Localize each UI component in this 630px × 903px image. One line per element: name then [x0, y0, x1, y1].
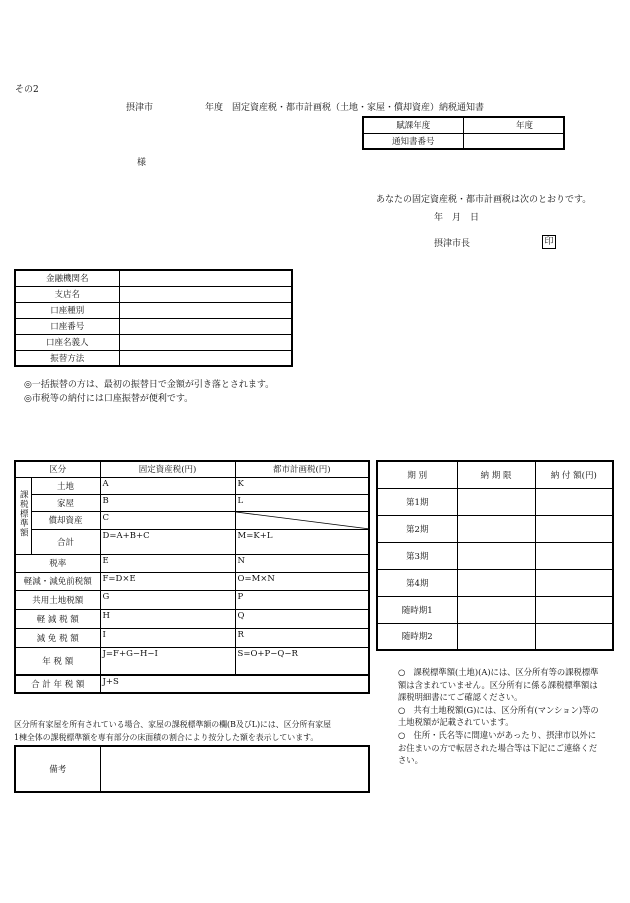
city-name: 摂津市 — [126, 103, 154, 113]
cell-reduction-fixed: H — [100, 609, 235, 628]
installment-amount — [535, 596, 613, 623]
bank-row-label: 支店名 — [15, 286, 119, 302]
bank-row-label: 口座種別 — [15, 302, 119, 318]
condo-note-line: 区分所有家屋を所有されている場合、家屋の課税標準額の欄(B及びL)には、区分所有家屋 — [14, 720, 332, 729]
note-line: 土地税額が記載されています。 — [398, 717, 514, 728]
installment-deadline — [457, 542, 535, 569]
assessment-year-value: 年度 — [463, 117, 564, 133]
intro-text: あなたの固定資産税・都市計画税は次のとおりです。 — [376, 195, 592, 205]
installment-deadline — [457, 623, 535, 650]
installment-period: 随時期2 — [377, 623, 457, 650]
installment-period: 第2期 — [377, 515, 457, 542]
bank-row-label: 口座名義人 — [15, 334, 119, 350]
cell-depreciable-fixed: C — [100, 511, 235, 529]
assessment-year-box — [362, 116, 565, 150]
cell-house-city: L — [235, 494, 369, 511]
cell-shared-fixed: G — [100, 590, 235, 609]
condo-note-line: 1棟全体の課税標準額を専有部分の床面積の割合により按分した額を表示しています。 — [14, 732, 319, 742]
row-shared-land-tax: 共用土地税額 — [15, 590, 100, 609]
remarks-table — [14, 745, 370, 793]
cell-exemption-city: R — [235, 628, 369, 647]
row-house: 家屋 — [31, 494, 100, 511]
col-city-planning-tax: 都市計画税(円) — [235, 461, 369, 477]
cell-rate-city: N — [235, 554, 369, 572]
bank-note: ◎一括振替の方は、最初の振替日で金額が引き落とされます。 — [24, 380, 275, 390]
cell-land-city: K — [235, 477, 369, 494]
row-annual-tax: 年 税 額 — [15, 647, 100, 675]
cell-subtotal-city: M=K+L — [235, 529, 369, 554]
row-land: 土地 — [31, 477, 100, 494]
right-notes — [398, 666, 616, 767]
cell-reduction-city: Q — [235, 609, 369, 628]
col-payment-amount: 納 付 額(円) — [535, 461, 613, 488]
col-deadline: 納 期 限 — [457, 461, 535, 488]
cell-subtotal-fixed: D=A+B+C — [100, 529, 235, 554]
bank-row-label: 口座番号 — [15, 318, 119, 334]
col-category: 区分 — [15, 461, 100, 477]
issue-date: 年 月 日 — [434, 213, 480, 223]
row-subtotal: 合計 — [31, 529, 100, 554]
note-line: ○ 住所・氏名等に間違いがあったり、摂津市以外に — [398, 729, 596, 740]
note-line: お住まいの方で転居された場合等は下記にご連絡くだ — [398, 742, 598, 753]
installment-deadline — [457, 596, 535, 623]
note-line: ○ 課税標準額(土地)(A)には、区分所有等の課税標準 — [398, 667, 599, 677]
remarks-label: 備考 — [15, 746, 100, 792]
bank-note: ◎市税等の納付には口座振替が便利です。 — [24, 394, 194, 404]
cell-total-annual-tax: J+S — [100, 675, 369, 693]
condo-note — [14, 719, 331, 744]
cell-depreciable-city-crossed — [235, 511, 369, 529]
bank-row-value — [119, 350, 292, 366]
cell-pre-fixed: F=D×E — [100, 572, 235, 590]
installment-amount — [535, 542, 613, 569]
row-depreciable-assets: 償却資産 — [31, 511, 100, 529]
cell-rate-fixed: E — [100, 554, 235, 572]
note-line: さい。 — [398, 755, 423, 766]
bank-row-value — [119, 286, 292, 302]
document-title: 年度 固定資産税・都市計画税（土地・家屋・償却資産）納税通知書 — [205, 103, 485, 113]
installment-amount — [535, 569, 613, 596]
mayor-title: 摂津市長 — [434, 239, 471, 249]
installment-amount — [535, 623, 613, 650]
cell-shared-city: P — [235, 590, 369, 609]
row-exemption-tax: 減 免 税 額 — [15, 628, 100, 647]
installment-deadline — [457, 515, 535, 542]
tax-calculation-table — [14, 460, 370, 694]
cell-exemption-fixed: I — [100, 628, 235, 647]
installment-amount — [535, 515, 613, 542]
installment-period: 第1期 — [377, 488, 457, 515]
row-reduction-tax: 軽 減 税 額 — [15, 609, 100, 628]
bank-row-label: 金融機関名 — [15, 270, 119, 286]
installment-amount — [535, 488, 613, 515]
bank-row-value — [119, 334, 292, 350]
bank-row-value — [119, 318, 292, 334]
row-total-annual-tax: 合 計 年 税 額 — [15, 675, 100, 693]
bank-account-table — [14, 269, 293, 367]
diagonal-strike — [236, 512, 370, 529]
tax-base-group-label: 課税標準額 — [18, 490, 29, 538]
installment-period: 随時期1 — [377, 596, 457, 623]
bank-row-label: 振替方法 — [15, 350, 119, 366]
cell-annual-fixed: J=F+G−H−I — [100, 647, 235, 675]
cell-pre-city: O=M×N — [235, 572, 369, 590]
note-line: 額は含まれていません。区分所有に係る課税標準額は — [398, 679, 598, 690]
installment-deadline — [457, 569, 535, 596]
remarks-value — [100, 746, 369, 792]
page-number: その2 — [15, 85, 39, 95]
recipient-suffix: 様 — [137, 158, 147, 168]
notice-number-label: 通知書番号 — [363, 133, 463, 149]
bank-row-value — [119, 270, 292, 286]
installment-period: 第3期 — [377, 542, 457, 569]
col-fixed-asset-tax: 固定資産税(円) — [100, 461, 235, 477]
installment-deadline — [457, 488, 535, 515]
installment-period: 第4期 — [377, 569, 457, 596]
bank-row-value — [119, 302, 292, 318]
assessment-year-label: 賦課年度 — [363, 117, 463, 133]
cell-house-fixed: B — [100, 494, 235, 511]
cell-annual-city: S=O+P−Q−R — [235, 647, 369, 675]
notice-number-value — [463, 133, 564, 149]
note-line: 課税明細書にてご確認ください。 — [398, 692, 523, 703]
row-tax-rate: 税率 — [15, 554, 100, 572]
cell-land-fixed: A — [100, 477, 235, 494]
row-pre-reduction-tax: 軽減・減免前税額 — [15, 572, 100, 590]
seal-mark: 印 — [542, 235, 556, 249]
note-line: ○ 共有土地税額(G)には、区分所有(マンション)等の — [398, 704, 599, 715]
col-period: 期 別 — [377, 461, 457, 488]
installment-table — [376, 460, 614, 651]
